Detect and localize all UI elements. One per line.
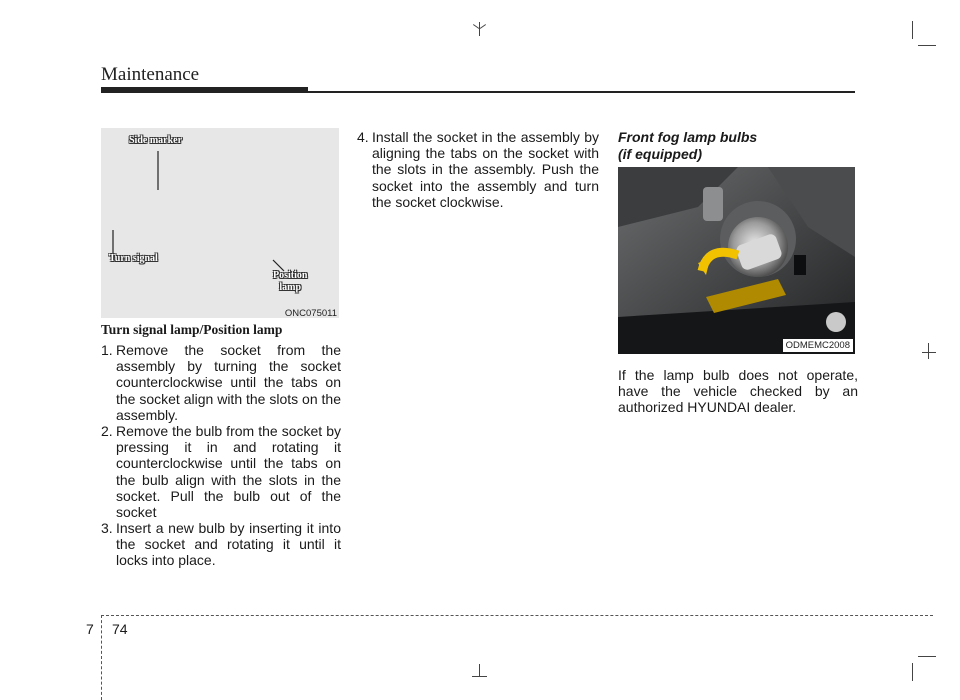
section-title: Maintenance [101,64,200,85]
footer-dashed-vertical [101,615,102,700]
header-rule-thick [101,87,308,93]
figure-turn-signal-position-lamp [101,128,339,318]
step-1 [101,342,341,423]
step-text: Install the socket in the assembly by aligning the tabs on the socket with the slots in the assembly. Push the socket into the assembly and turn the socket clockwise. [372,129,599,210]
callout-turn-signal: Turn signal [109,253,158,264]
step-3 [101,520,341,569]
step-number: 2. [101,423,113,439]
figure2-code: ODMEMC2008 [783,339,853,352]
figure-front-fog-lamp-photo [618,167,855,354]
step-text: Remove the socket from the assembly by turning the socket counterclockwise until the tabs on the socket align with the slots on the assembly. [116,342,341,423]
figure1-code: ONC075011 [284,308,337,319]
paragraph-fog-lamp-note: If the lamp bulb does not operate, have the vehicle checked by an authorized HYUNDAI dealer. [618,367,858,416]
step-number: 1. [101,342,113,358]
step-number: 3. [101,520,113,536]
fog-lamp-illustration [618,167,855,354]
callout-side-marker: Side marker [129,135,183,146]
step-4 [357,129,599,210]
caption-turn-signal-position-lamp: Turn signal lamp/Position lamp [101,322,283,337]
step-number: 4. [357,129,369,145]
step-text: Insert a new bulb by inserting it into the socket and rotating it until it locks into place. [116,520,341,569]
chapter-number: 7 [86,621,94,637]
callout-position-lamp: Position lamp [273,270,308,293]
step-text: Remove the bulb from the socket by pressing it in and rotating it counterclockwise until the tabs on the bulb align with the slots in the socket. Pull the bulb out of the socket [116,423,341,521]
heading-front-fog-lamp-bulbs [618,129,858,162]
heading-line-1: Front fog lamp bulbs [618,129,758,145]
heading-line-2: (if equipped) [618,145,702,162]
step-2 [101,423,341,520]
footer-dashed-rule [101,615,933,616]
page-number: 74 [112,621,128,637]
header-rule-thin [308,91,855,93]
